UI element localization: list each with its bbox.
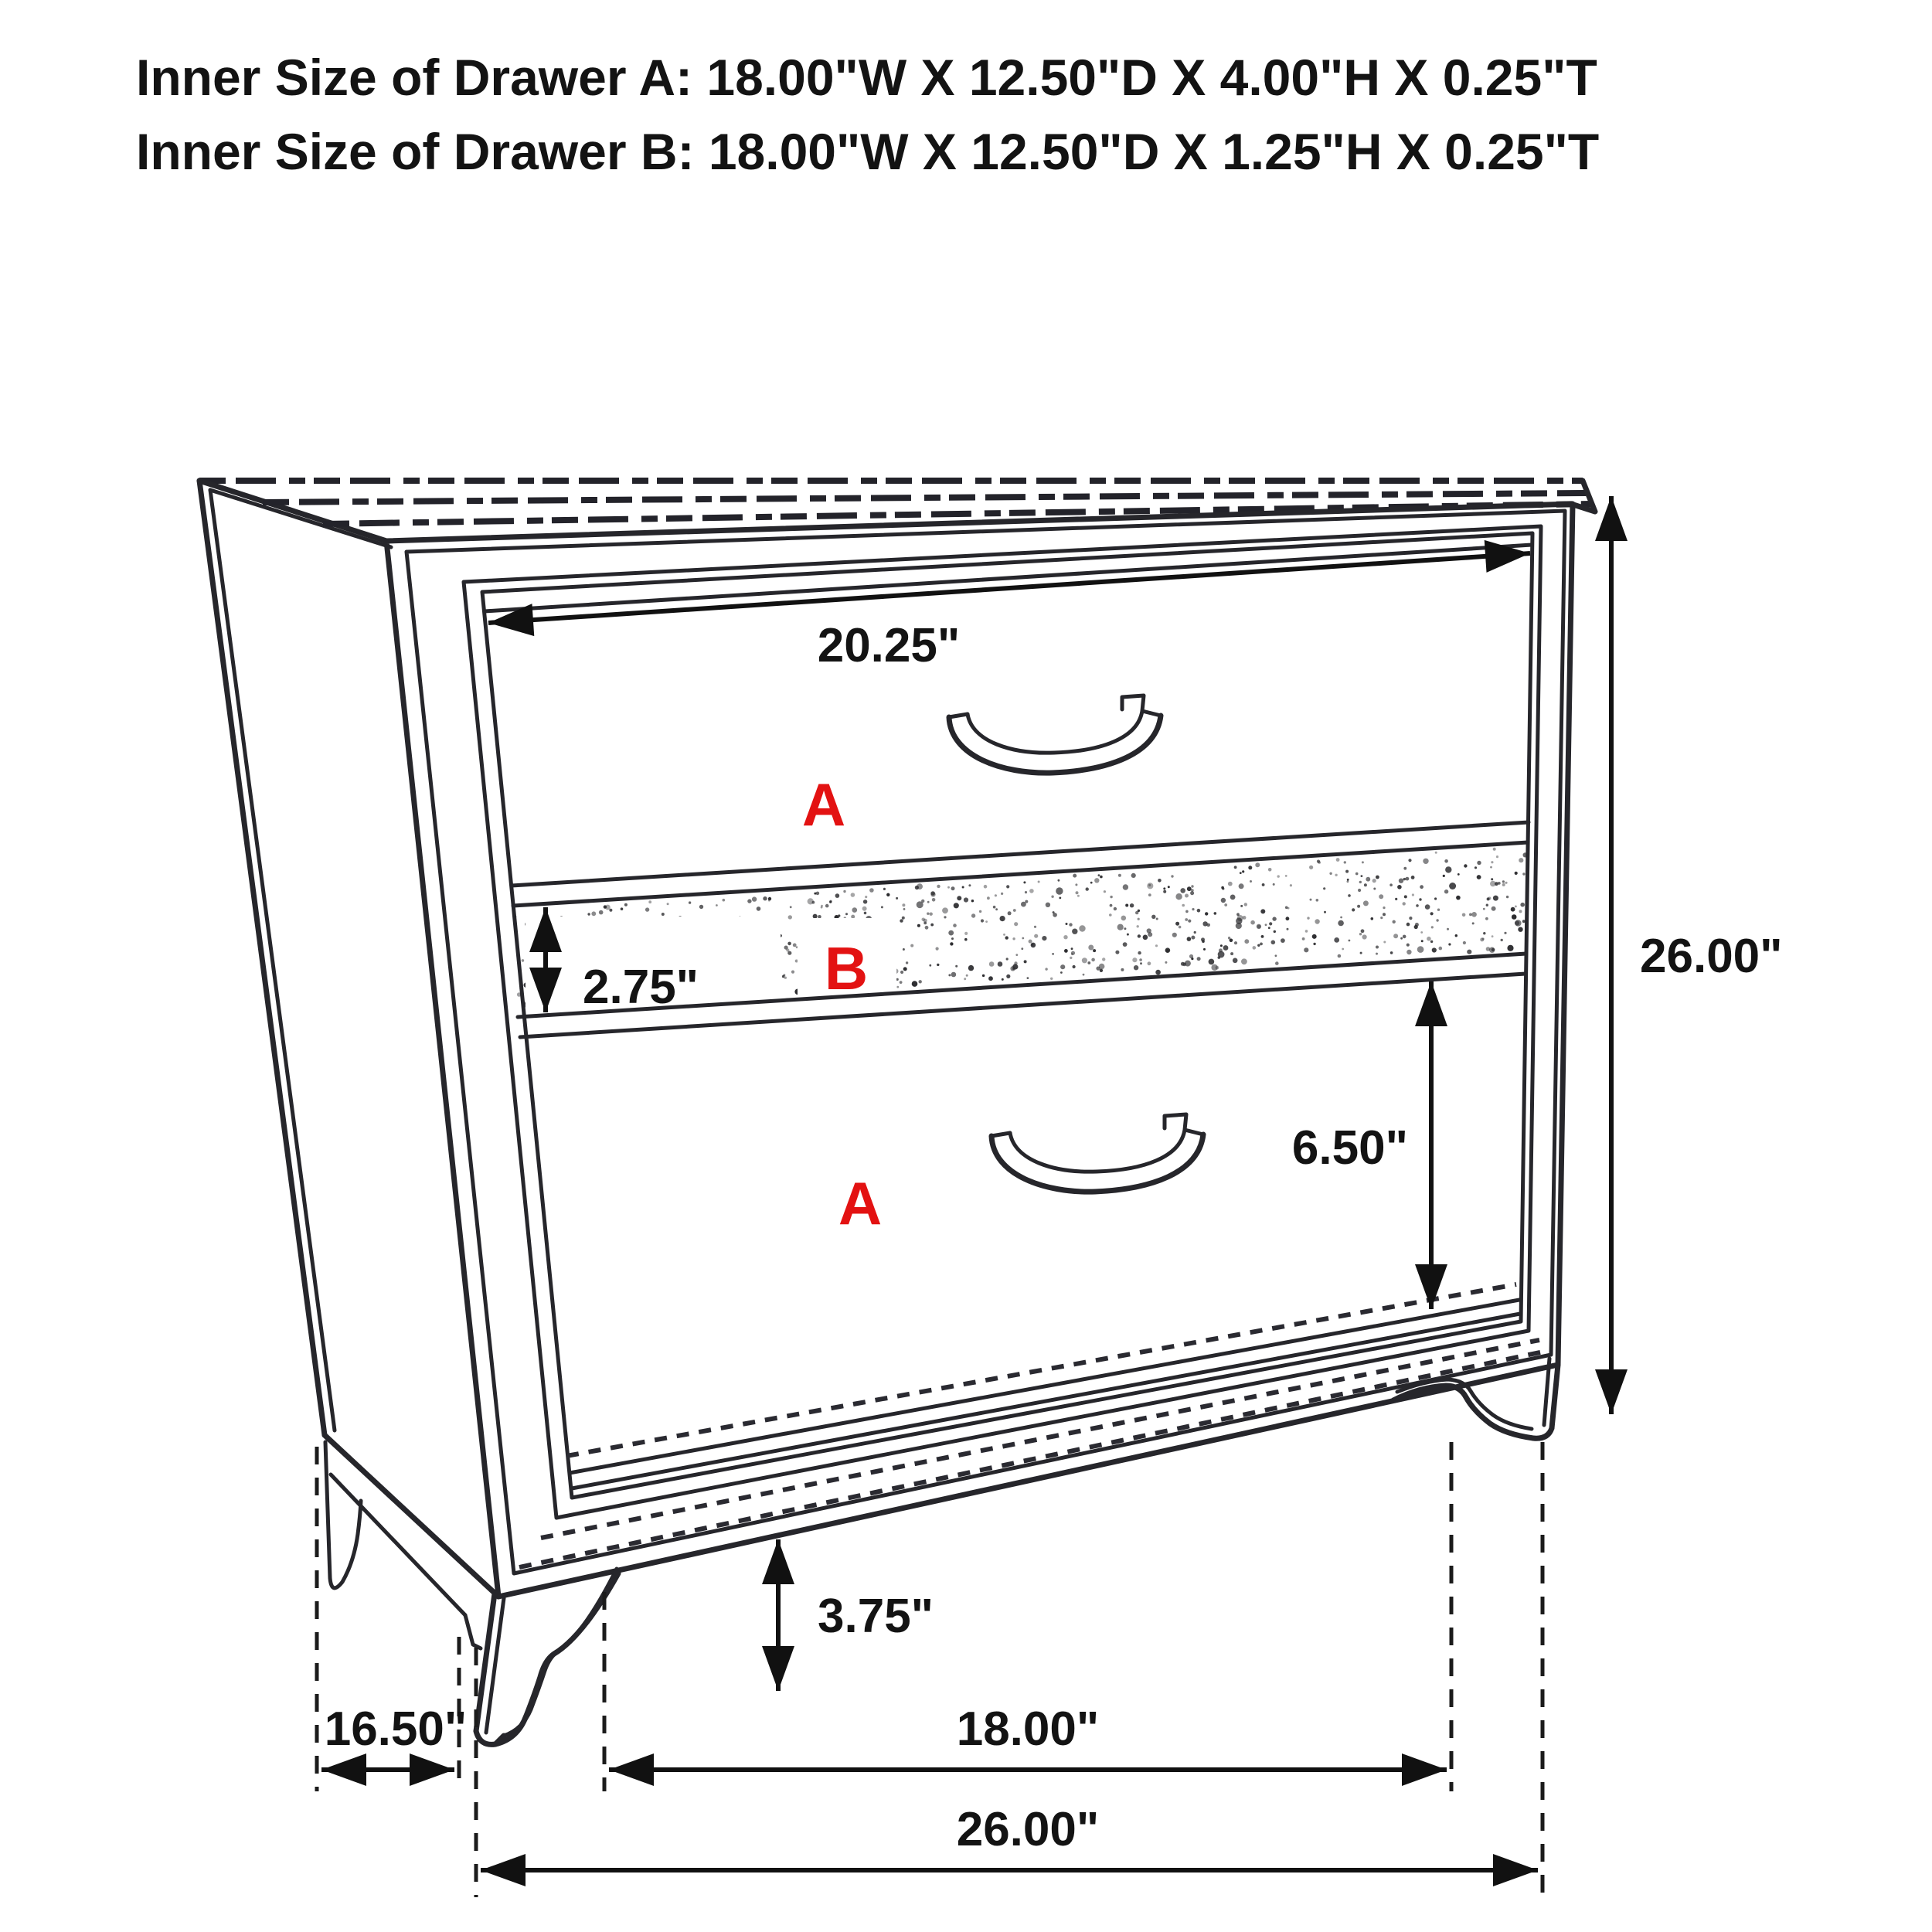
dim-side-depth-label: 16.50" xyxy=(324,1702,468,1756)
label-drawer-a-bottom: A xyxy=(838,1169,883,1237)
drawer-a-size-text: Inner Size of Drawer A: 18.00"W X 12.50"D X 4.00"H X 0.25"T xyxy=(136,49,1597,106)
front-frame xyxy=(386,504,1573,1597)
extension-lines xyxy=(317,1442,1543,1897)
drawer-b-size-text: Inner Size of Drawer B: 18.00"W X 12.50"D X 1.25"H X 0.25"T xyxy=(136,123,1600,181)
dim-drawer-b-height-label: 2.75" xyxy=(583,961,699,1014)
drawer-a-top-front xyxy=(485,545,1532,906)
dim-overall-height xyxy=(1595,496,1783,1414)
top-drawer-handle xyxy=(949,696,1161,773)
dim-overall-width-label: 26.00" xyxy=(956,1803,1100,1856)
dim-side-depth xyxy=(321,1702,467,1786)
dim-foot-height-label: 3.75" xyxy=(818,1590,934,1643)
dim-drawer-opening-width xyxy=(488,540,1530,672)
dim-drawer-a-front-height xyxy=(1292,981,1447,1309)
dim-between-feet-label: 18.00" xyxy=(956,1702,1100,1756)
label-drawer-b: B xyxy=(824,934,869,1002)
drawer-letter-labels xyxy=(802,770,882,1237)
bottom-drawer-handle xyxy=(992,1114,1203,1192)
drawer-handles xyxy=(949,696,1203,1192)
cabinet-top-moulding xyxy=(199,481,1595,547)
dim-foot-height xyxy=(762,1539,934,1691)
dim-overall-height-label: 26.00" xyxy=(1640,930,1783,983)
dim-overall-width xyxy=(481,1803,1538,1886)
side-panel xyxy=(199,481,498,1648)
dim-drawer-a-front-height-label: 6.50" xyxy=(1291,1121,1408,1175)
dim-between-feet xyxy=(609,1702,1447,1786)
dim-drawer-opening-width-label: 20.25" xyxy=(817,619,961,672)
label-drawer-a-top: A xyxy=(801,770,846,838)
